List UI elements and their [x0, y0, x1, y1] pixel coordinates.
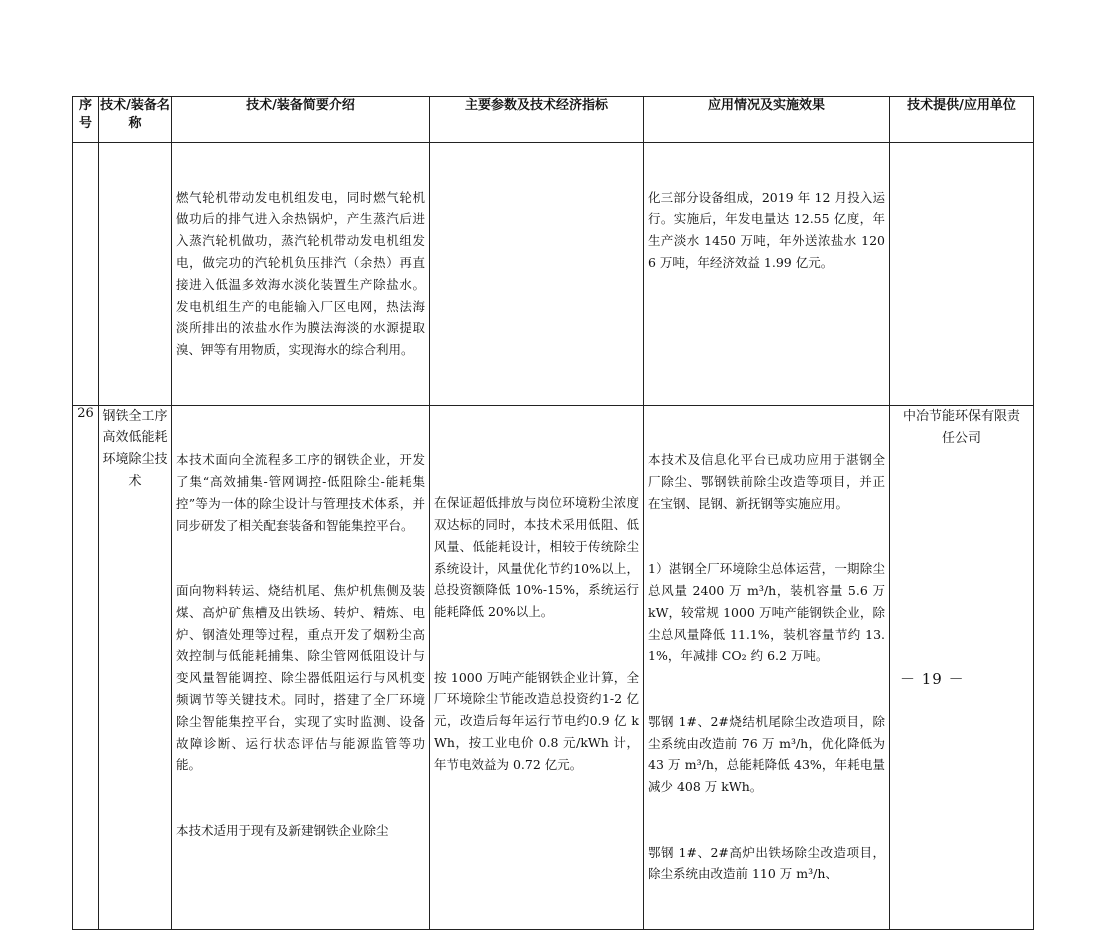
params-paragraph: 在保证超低排放与岗位环境粉尘浓度双达标的同时，本技术采用低阻、低风量、低能耗设计，相较于传统除尘系统设计，风量优化节约10%以上，总投资额降低 10%-15%，系统运行能耗降低 20%以上。 [434, 495, 639, 620]
row-params-cell [430, 405, 644, 929]
row-effect-cell [644, 143, 890, 406]
row-params-cell [430, 143, 644, 406]
header-unit-label: 技术提供/应用单位 [907, 98, 1016, 113]
technology-table [72, 96, 1034, 930]
params-paragraph: 按 1000 万吨产能钢铁企业计算，全厂环境除尘节能改造总投资约1-2 亿元，改造后每年运行节电约0.9 亿 kWh，按工业电价 0.8 元/kWh 计，年节电效益为 0.72 亿元。 [434, 669, 639, 772]
header-params [430, 97, 644, 143]
effect-paragraph: 本技术及信息化平台已成功应用于湛钢全厂除尘、鄂钢铁前除尘改造等项目，并正在宝钢、昆钢、新抚钢等实施应用。 [648, 452, 885, 511]
row-params [430, 406, 643, 820]
row-intro [172, 143, 429, 405]
header-intro-label: 技术/装备简要介绍 [246, 98, 355, 113]
row-seq-cell [73, 405, 99, 929]
row-name-cell [99, 143, 172, 406]
row-intro-cell [172, 405, 430, 929]
table-row [73, 405, 1034, 929]
row-seq: 26 [77, 405, 94, 421]
header-name [99, 97, 172, 143]
header-seq-label: 序号 [78, 98, 92, 131]
header-seq [73, 97, 99, 143]
table-row [73, 143, 1034, 406]
effect-paragraph: 鄂钢 1#、2#烧结机尾除尘改造项目，除尘系统由改造前 76 万 m³/h，优化降低为 43 万 m³/h，总能耗降低 43%，年耗电量减少 408 万 kWh。 [648, 713, 889, 795]
header-params-label: 主要参数及技术经济指标 [464, 98, 608, 113]
row-effect-cell [644, 405, 890, 929]
header-effect-label: 应用情况及实施效果 [707, 98, 825, 113]
row-effect [644, 406, 889, 929]
intro-paragraph: 燃气轮机带动发电机组发电，同时燃气轮机做功后的排气进入余热锅炉，产生蒸汽后进入蒸汽轮机做功，蒸汽轮机带动发电机组发电，做完功的汽轮机负压排汽（余热）再直接进入低温多效海水淡化装置生产除盐水。发电机组生产的电能输入厂区电网，热法海淡所排出的浓盐水作为膜法海淡的水源提取溴、钾等有用物质，实现海水的综合利用。 [176, 189, 425, 358]
effect-paragraph: 鄂钢 1#、2#高炉出铁场除尘改造项目，除尘系统由改造前 110 万 m³/h、 [648, 844, 885, 882]
header-name-label: 技术/装备名称 [100, 98, 170, 131]
page-number: － 19 － [900, 670, 965, 688]
intro-paragraph: 面向物料转运、烧结机尾、焦炉机焦侧及装煤、高炉矿焦槽及出铁场、转炉、精炼、电炉、钢渣处理等过程，重点开发了烟粉尘高效控制与低能耗捕集、除尘管网低阻设计与变风量智能调控、除尘器低阻运行与风机变频调节等关键技术。同时，搭建了全厂环境除尘智能集控平台，实现了实时监测、设备故障诊断、运行状态评估与能源监管等功能。 [176, 582, 425, 773]
header-effect [644, 97, 890, 143]
row-unit-cell [890, 143, 1034, 406]
header-unit [890, 97, 1034, 143]
row-intro-cell [172, 143, 430, 406]
row-unit: 中冶节能环保有限责任公司 [902, 408, 1020, 446]
row-seq-cell [73, 143, 99, 406]
row-intro [172, 406, 429, 886]
header-intro [172, 97, 430, 143]
row-effect [644, 143, 889, 317]
effect-paragraph: 化三部分设备组成，2019 年 12 月投入运行。实施后，年发电量达 12.55 亿度，年生产淡水 1450 万吨，年外送浓盐水 1206 万吨，年经济效益 1.99 亿元。 [648, 189, 885, 270]
intro-paragraph: 本技术适用于现有及新建钢铁企业除尘 [176, 822, 389, 838]
effect-paragraph: 1）湛钢全厂环境除尘总体运营，一期除尘总风量 2400 万 m³/h，装机容量 5.6 万 kW，较常规 1000 万吨产能钢铁企业，除尘总风量降低 11.1%，装机容量节约 13.1%，年减排 CO₂ 约 6.2 万吨。 [648, 561, 889, 664]
row-name: 钢铁全工序高效低能耗环境除尘技术 [102, 408, 168, 489]
intro-paragraph: 本技术面向全流程多工序的钢铁企业，开发了集“高效捕集-管网调控-低阻除尘-能耗集控”等为一体的除尘设计与管理技术体系，并同步研发了相关配套装备和智能集控平台。 [176, 452, 425, 533]
row-name-cell [99, 405, 172, 929]
